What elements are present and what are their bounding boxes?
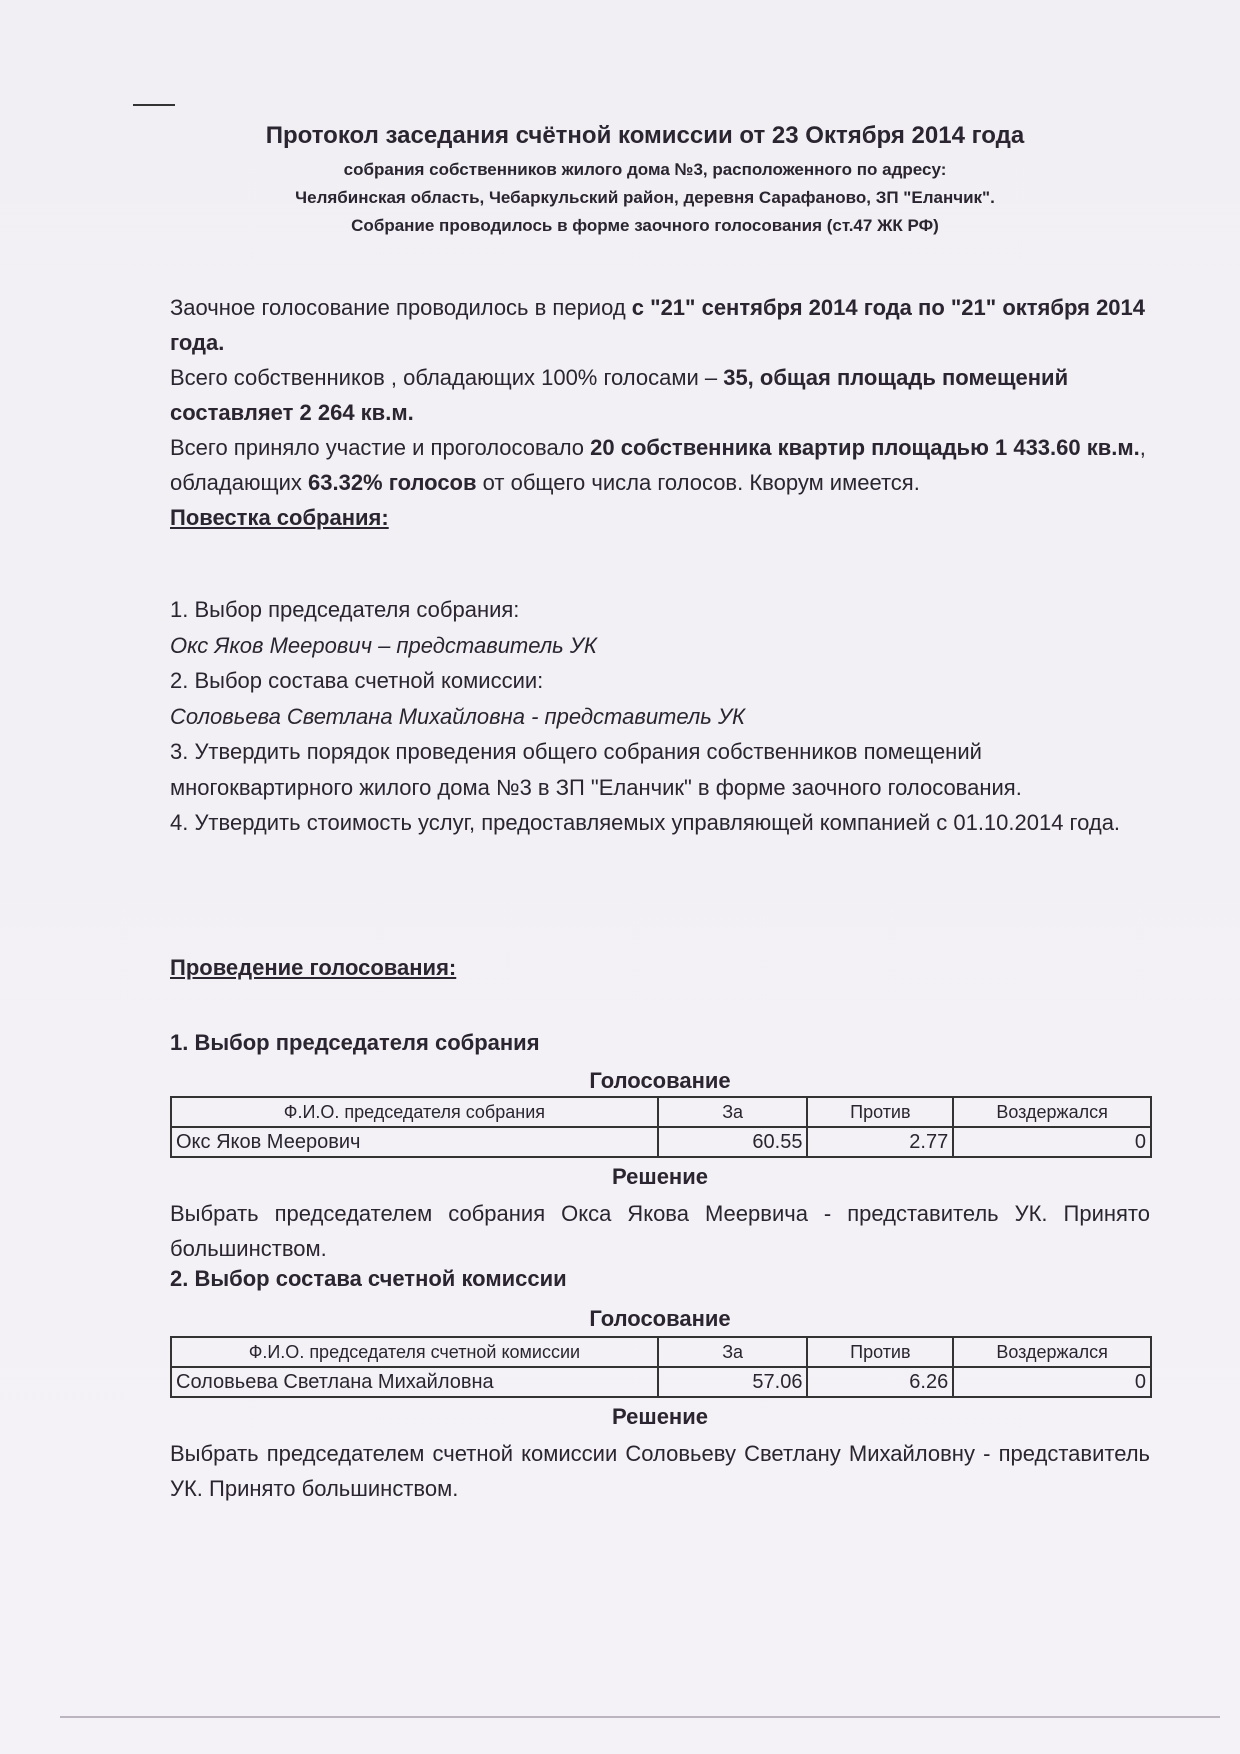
question-1-decision: Выбрать председателем собрания Окса Якова Меервича - представитель УК. Принято большинством. [170,1201,1150,1261]
question-2-vote-table [170,1336,1152,1398]
table-row [171,1367,1151,1397]
column-header: Против [807,1337,953,1367]
participation-paragraph [170,430,1150,500]
question-1-title: 1. Выбор председателя собрания [170,1030,540,1055]
votes-abstain: 0 [953,1367,1151,1397]
candidate-name: Соловьева Светлана Михайловна [171,1367,658,1397]
votes-against: 6.26 [807,1367,953,1397]
agenda-item-3: 3. Утвердить порядок проведения общего собрания собственников помещений многоквартирного жилого дома №3 в ЗП "Еланчик" в форме заочного голосования. [170,739,1022,800]
question-2-title: 2. Выбор состава счетной комиссии [170,1266,567,1291]
question-2-decision-label: Решение [612,1404,708,1429]
intro-block [170,290,1150,535]
votes-against: 2.77 [807,1127,953,1157]
document-title: Протокол заседания счётной комиссии от 23 Октября 2014 года [265,122,1025,149]
votes-for: 60.55 [658,1127,808,1157]
participation-mid: , обладающих [170,435,1146,495]
agenda-item-2-note: Соловьева Светлана Михайловна - представитель УК [170,703,746,729]
question-2-decision: Выбрать председателем счетной комиссии Соловьеву Светлану Михайловну - представитель УК. Принято большинством. [170,1441,1150,1501]
column-header: Воздержался [953,1097,1151,1127]
table-header-row [171,1337,1151,1367]
participation-suffix: от общего числа голосов. Кворум имеется. [476,470,920,495]
subtitle-line-1: собрания собственников жилого дома №3, расположенного по адресу: [343,160,947,179]
participation-owners: 20 собственника квартир площадью 1 433.60 кв.м. [590,435,1140,460]
agenda-item-4: 4. Утвердить стоимость услуг, предоставляемых управляющей компанией с 01.10.2014 года. [170,810,1121,835]
owners-prefix: Всего собственников , обладающих 100% голосами – [170,365,724,390]
table-header-row [171,1097,1151,1127]
participation-percent: 63.32% голосов [308,470,477,495]
agenda-item-2: 2. Выбор состава счетной комиссии: [170,668,544,693]
column-header: Ф.И.О. председателя счетной комиссии [171,1337,658,1367]
corner-mark [133,104,175,106]
subtitle-line-2: Челябинская область, Чебаркульский район, деревня Сарафаново, ЗП "Еланчик". [295,188,995,207]
question-1-vote-table [170,1096,1152,1158]
candidate-name: Окс Яков Меерович [171,1127,658,1157]
column-header: За [658,1337,808,1367]
period-dates: с "21" сентября 2014 года по "21" октября 2014 года. [170,295,1146,355]
period-prefix: Заочное голосование проводилось в период [170,295,632,320]
owners-total: 35, общая площадь помещений составляет 2 264 кв.м. [170,365,1069,425]
voting-heading: Проведение голосования: [170,955,457,980]
column-header: Против [807,1097,953,1127]
question-1-decision-label: Решение [612,1164,708,1189]
table-row [171,1127,1151,1157]
agenda-item-1-note: Окс Яков Меерович – представитель УК [170,632,597,658]
agenda-item-1: 1. Выбор председателя собрания: [170,597,520,622]
agenda-heading: Повестка собрания: [170,505,389,530]
owners-paragraph [170,360,1150,430]
question-1-voting-label: Голосование [589,1068,731,1093]
period-paragraph [170,290,1150,360]
question-2-voting-label: Голосование [589,1306,731,1331]
participation-prefix: Всего приняло участие и проголосовало [170,435,591,460]
subtitle-line-3: Собрание проводилось в форме заочного голосования (ст.47 ЖК РФ) [351,216,939,235]
agenda-list [170,592,1150,841]
column-header: Ф.И.О. председателя собрания [171,1097,658,1127]
page-bottom-edge [60,1716,1220,1718]
column-header: За [658,1097,808,1127]
column-header: Воздержался [953,1337,1151,1367]
votes-abstain: 0 [953,1127,1151,1157]
votes-for: 57.06 [658,1367,808,1397]
